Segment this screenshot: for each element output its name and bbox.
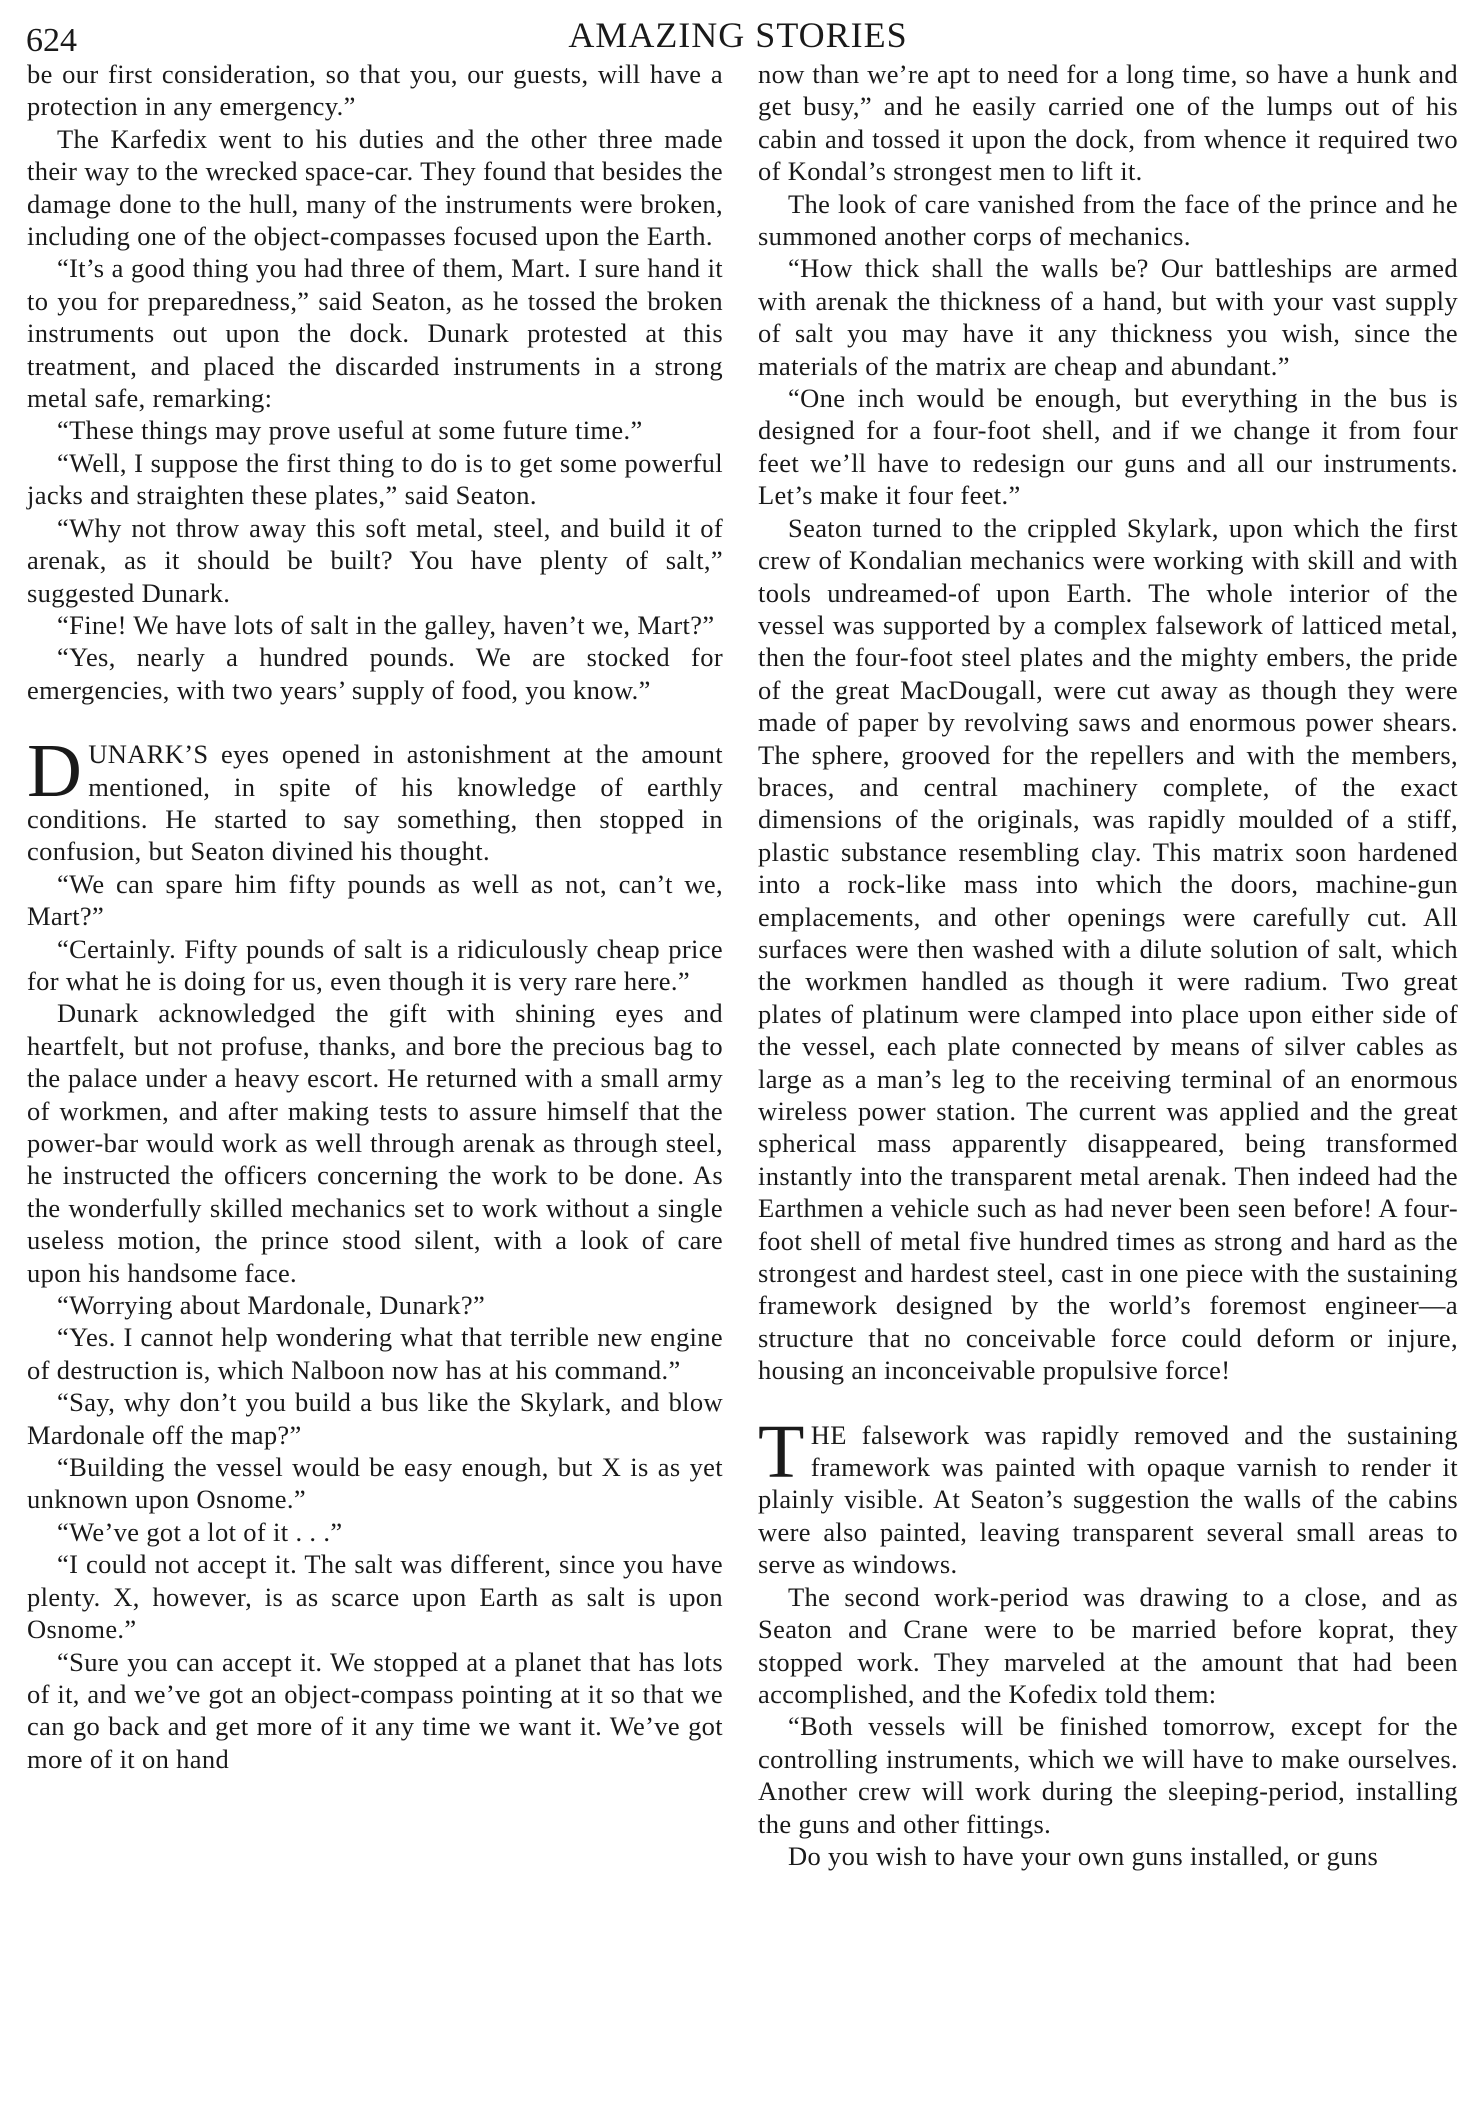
paragraph: now than we’re apt to need for a long time, so have a hunk and get busy,” and he easily carried one of the lumps out of his cabin and tossed it upon the dock, from whence it required two of Kondal’s strongest men to lift it. <box>758 59 1458 187</box>
paragraph: The second work-period was drawing to a close, and as Seaton and Crane were to be married before koprat, they stopped work. They marveled at the amount that had been accomplished, and the Kofedix told them: <box>758 1581 1458 1709</box>
paragraph: “Well, I suppose the first thing to do is to get some powerful jacks and straighten these plates,” said Seaton. <box>27 447 723 511</box>
paragraph: “Both vessels will be finished tomorrow, except for the controlling instruments, which we will have to make ourselves. Another crew will work during the sleeping-period, installing the guns and other fittings. <box>758 1711 1458 1839</box>
paragraph: “One inch would be enough, but everything in the bus is designed for a four-foot shell, and if we change it from four feet we’ll have to redesign our guns and all our instruments. Let’s make it four feet.” <box>758 383 1458 511</box>
paragraph-text: HE falsework was rapidly removed and the sustaining framework was painted with opaque varnish to render it plainly visible. At Seaton’s suggestion the walls of the cabins were also painted, leaving transparent several small areas to serve as windows. <box>758 1419 1458 1580</box>
section-paragraph <box>758 1409 1458 1581</box>
paragraph: “Fine! We have lots of salt in the galley, haven’t we, Mart?” <box>57 609 715 640</box>
paragraph: “Certainly. Fifty pounds of salt is a ridiculously cheap price for what he is doing for us, even though it is very rare here.” <box>27 933 723 996</box>
paragraph: “Building the vessel would be easy enough, but X is as yet unknown upon Osnome.” <box>27 1452 723 1515</box>
paragraph: “We can spare him fifty pounds as well as not, can’t we, Mart?” <box>27 868 723 932</box>
paragraph-text: UNARK’S eyes opened in astonishment at the amount mentioned, in spite of his knowledge of earthly conditions. He started to say something, then stopped in confusion, but Seaton divined his thought. <box>27 739 723 867</box>
left-column <box>27 58 723 1775</box>
paragraph: “Yes. I cannot help wondering what that terrible new engine of destruction is, which Nalboon now has at his command.” <box>27 1322 723 1385</box>
drop-cap: D <box>27 729 83 814</box>
paragraph: “These things may prove useful at some future time.” <box>57 415 643 446</box>
paragraph: “I could not accept it. The salt was different, since you have plenty. X, however, is as scarce upon Earth as salt is upon Osnome.” <box>27 1549 723 1645</box>
right-column <box>758 58 1458 1872</box>
paragraph: “Why not throw away this soft metal, steel, and build it of arenak, as it should be built? You have plenty of salt,” suggested Dunark. <box>27 512 723 608</box>
section-paragraph <box>27 729 723 868</box>
paragraph: “It’s a good thing you had three of them, Mart. I sure hand it to you for preparedness,” said Seaton, as he tossed the broken instruments out upon the dock. Dunark protested at this treatment, and placed the discarded instruments in a strong metal safe, remarking: <box>27 253 723 414</box>
paragraph: “How thick shall the walls be? Our battleships are armed with arenak the thickness of a hand, but with your vast supply of salt you may have it any thickness you wish, since the materials of the matrix are cheap and abundant.” <box>758 253 1458 381</box>
paragraph: Do you wish to have your own guns installed, or guns <box>788 1840 1379 1871</box>
page-number: 624 <box>26 22 77 59</box>
running-head-title: AMAZING STORIES <box>568 15 908 55</box>
paragraph: be our first consideration, so that you, our guests, will have a protection in any emergency.” <box>27 59 723 122</box>
paragraph: “Worrying about Mardonale, Dunark?” <box>57 1290 486 1321</box>
paragraph: “We’ve got a lot of it . . .” <box>57 1516 343 1547</box>
paragraph: Seaton turned to the crippled Skylark, upon which the first crew of Kondalian mechanics were working with skill and with tools undreamed-of upon Earth. The whole interior of the vessel was supported by a complex falsework of latticed metal, then the four-foot steel plates and the mighty embers, the pride of the great MacDougall, were cut away as though they were made of paper by revolving saws and enormous power shears. The sphere, grooved for the repellers and with the members, braces, and central machinery complete, of the exact dimensions of the originals, was rapidly moulded of a stiff, plastic substance resembling clay. This matrix soon hardened into a rock-like mass into which the doors, machine-gun emplacements, and other openings were carefully cut. All surfaces were then washed with a dilute solution of salt, which the workmen handled as though it were radium. Two great plates of platinum were clamped into place upon either side of the vessel, each plate connected by means of silver cables as large as a man’s leg to the receiving terminal of an enormous wireless power station. The current was applied and the great spherical mass apparently disappeared, being transformed instantly into the transparent metal arenak. Then indeed had the Earthmen a vehicle such as had never been seen before! A four-foot shell of metal five hundred times as strong and hard as the strongest and hardest steel, cast in one piece with the sustaining framework designed by the world’s foremost engineer—a structure that no conceivable force could deform or injure, housing an inconceivable propulsive force! <box>758 512 1458 1386</box>
paragraph: “Yes, nearly a hundred pounds. We are stocked for emergencies, with two years’ supply of food, you know.” <box>27 642 723 705</box>
paragraph: The Karfedix went to his duties and the other three made their way to the wrecked space-car. They found that besides the damage done to the hull, many of the instruments were broken, including one of the object-compasses focused upon the Earth. <box>27 123 723 252</box>
paragraph: “Sure you can accept it. We stopped at a planet that has lots of it, and we’ve got an object-compass pointing at it so that we can go back and get more of it any time we want it. We’ve got more of it on hand <box>27 1646 723 1774</box>
paragraph: Dunark acknowledged the gift with shining eyes and heartfelt, but not profuse, thanks, and bore the precious bag to the palace under a heavy escort. He returned with a small army of workmen, and after making tests to assure himself that the power-bar would work as well through arenak as through steel, he instructed the officers concerning the work to be done. As the wonderfully skilled mechanics set to work without a single useless motion, the prince stood silent, with a look of care upon his handsome face. <box>27 998 723 1288</box>
paragraph: The look of care vanished from the face of the prince and he summoned another corps of mechanics. <box>758 188 1458 252</box>
drop-cap: T <box>758 1409 805 1494</box>
paragraph: “Say, why don’t you build a bus like the Skylark, and blow Mardonale off the map?” <box>27 1387 723 1450</box>
